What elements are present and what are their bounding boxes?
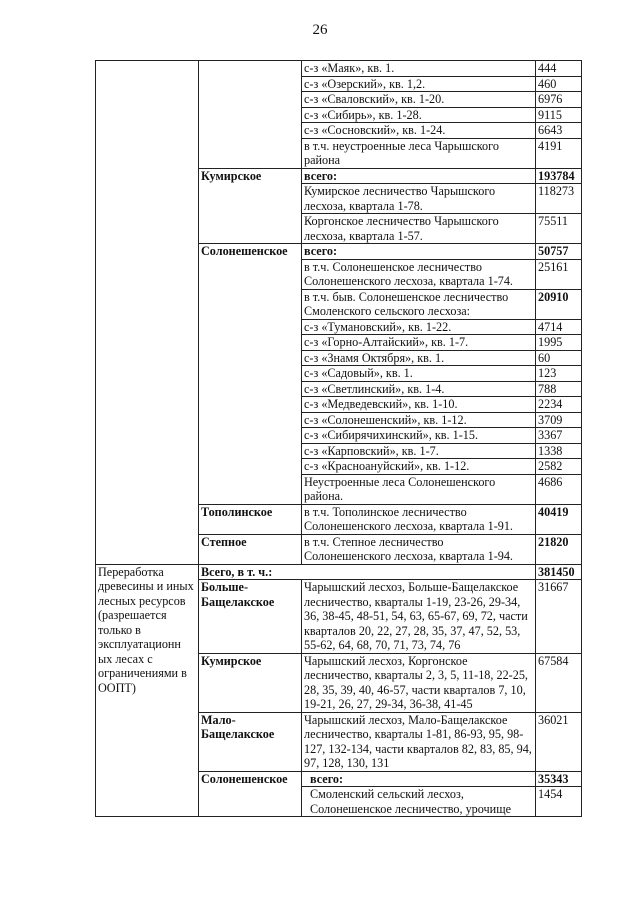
row-desc: с-з «Карповский», кв. 1-7.: [302, 443, 536, 459]
total-label: всего:: [302, 244, 536, 260]
activity-cell-empty: [96, 61, 199, 565]
row-desc: в т.ч. быв. Солонешенское лесничество Смоленского сельского лесхоза:: [302, 289, 536, 319]
row-value: 123: [536, 366, 582, 382]
row-value: 460: [536, 76, 582, 92]
district-name: Мало-Бащелакское: [199, 712, 302, 771]
row-value: 2582: [536, 459, 582, 475]
row-value: 118273: [536, 184, 582, 214]
page-number: 26: [312, 22, 328, 38]
row-value: 1454: [536, 787, 582, 817]
row-value: 21820: [536, 534, 582, 564]
district-name: Солонешенское: [199, 244, 302, 505]
total-label: всего:: [302, 168, 536, 184]
total-value: 381450: [536, 564, 582, 580]
activity-name: Переработка древесины и иных лесных ресурсов (разрешается только в эксплуатационн ых лесах с ограничениями в ООПТ): [96, 564, 199, 817]
district-name: Солонешенское: [199, 771, 302, 817]
row-desc: Смоленский сельский лесхоз, Солонешенское лесничество, урочище: [302, 787, 536, 817]
row-value: 31667: [536, 580, 582, 654]
table-row: [96, 61, 582, 77]
row-value: 3709: [536, 412, 582, 428]
row-desc: с-з «Светлинский», кв. 1-4.: [302, 381, 536, 397]
row-desc: в т.ч. неустроенные леса Чарышского района: [302, 138, 536, 168]
district-name: Тополинское: [199, 504, 302, 534]
row-desc: Чарышский лесхоз, Коргонское лесничество, кварталы 2, 3, 5, 11-18, 22-25, 28, 35, 39, 40, 46-57, части кварталов 7, 10, 19-21, 26, 27, 29-34, 36-38, 41-45: [302, 653, 536, 712]
row-desc: Неустроенные леса Солонешенского района.: [302, 474, 536, 504]
row-desc: с-з «Садовый», кв. 1.: [302, 366, 536, 382]
row-value: 4686: [536, 474, 582, 504]
row-value: 6976: [536, 92, 582, 108]
forest-table: [95, 60, 582, 817]
row-value: 40419: [536, 504, 582, 534]
row-desc: с-з «Сосновский», кв. 1-24.: [302, 123, 536, 139]
row-desc: в т.ч. Степное лесничество Солонешенского лесхоза, квартала 1-94.: [302, 534, 536, 564]
row-desc: с-з «Озерский», кв. 1,2.: [302, 76, 536, 92]
row-value: 36021: [536, 712, 582, 771]
row-value: 2234: [536, 397, 582, 413]
row-desc: с-з «Красноануйский», кв. 1-12.: [302, 459, 536, 475]
table-row: [96, 564, 582, 580]
district-name: Больше-Бащелакское: [199, 580, 302, 654]
row-value: 1338: [536, 443, 582, 459]
district-cell-empty: [199, 61, 302, 169]
row-desc: в т.ч. Тополинское лесничество Солонешенского лесхоза, квартала 1-91.: [302, 504, 536, 534]
row-desc: с-з «Тумановский», кв. 1-22.: [302, 319, 536, 335]
row-value: 60: [536, 350, 582, 366]
row-value: 4714: [536, 319, 582, 335]
total-label: всего:: [302, 771, 536, 787]
row-value: 788: [536, 381, 582, 397]
total-value: 193784: [536, 168, 582, 184]
row-desc: с-з «Солонешенский», кв. 1-12.: [302, 412, 536, 428]
row-value: 6643: [536, 123, 582, 139]
district-name: Кумирское: [199, 168, 302, 244]
row-desc: Коргонское лесничество Чарышского лесхоза, квартала 1-57.: [302, 214, 536, 244]
row-desc: Кумирское лесничество Чарышского лесхоза, квартала 1-78.: [302, 184, 536, 214]
row-desc: с-з «Медведевский», кв. 1-10.: [302, 397, 536, 413]
total-value: 35343: [536, 771, 582, 787]
row-desc: Чарышский лесхоз, Мало-Бащелакское лесничество, кварталы 1-81, 86-93, 95, 98-127, 132-134, части кварталов 82, 83, 85, 94, 97, 128, 130, 131: [302, 712, 536, 771]
district-name: Степное: [199, 534, 302, 564]
row-desc: с-з «Сибирь», кв. 1-28.: [302, 107, 536, 123]
row-desc: в т.ч. Солонешенское лесничество Солонешенского лесхоза, квартала 1-74.: [302, 259, 536, 289]
row-desc: Чарышский лесхоз, Больше-Бащелакское лесничество, кварталы 1-19, 23-26, 29-34, 36, 38-45, 48-51, 54, 63, 65-67, 69, 72, части кварталов 20, 22, 27, 28, 35, 37, 47, 52, 53, 55-62, 64, 68, 70, 71, 73, 74, 76: [302, 580, 536, 654]
total-label: Всего, в т. ч.:: [199, 564, 536, 580]
row-value: 4191: [536, 138, 582, 168]
row-value: 20910: [536, 289, 582, 319]
row-value: 444: [536, 61, 582, 77]
row-value: 9115: [536, 107, 582, 123]
row-value: 25161: [536, 259, 582, 289]
row-desc: с-з «Знамя Октября», кв. 1.: [302, 350, 536, 366]
row-desc: с-з «Горно-Алтайский», кв. 1-7.: [302, 335, 536, 351]
district-name: Кумирское: [199, 653, 302, 712]
row-value: 67584: [536, 653, 582, 712]
row-value: 75511: [536, 214, 582, 244]
row-desc: с-з «Сваловский», кв. 1-20.: [302, 92, 536, 108]
row-value: 1995: [536, 335, 582, 351]
row-value: 3367: [536, 428, 582, 444]
row-desc: с-з «Сибирячихинский», кв. 1-15.: [302, 428, 536, 444]
total-value: 50757: [536, 244, 582, 260]
row-desc: с-з «Маяк», кв. 1.: [302, 61, 536, 77]
